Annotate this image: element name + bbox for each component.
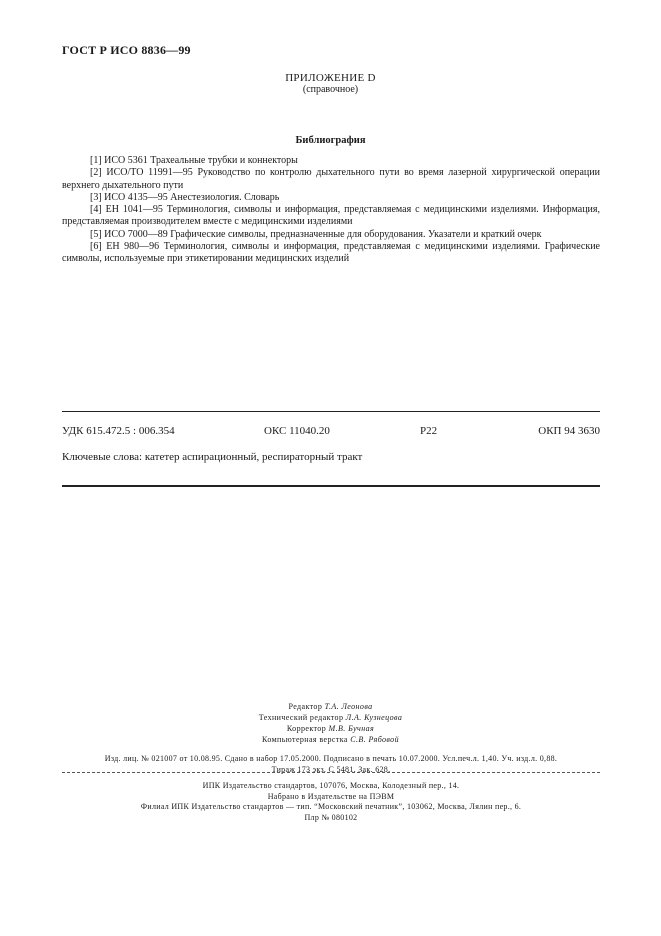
imprint-line: Филиал ИПК Издательство стандартов — тип. “Московский печатник”, 103062, Москва, Лялин пер., 6. — [140, 802, 522, 811]
udk-code: УДК 615.472.5 : 006.354 — [62, 425, 175, 437]
credit-layout — [0, 734, 661, 745]
credit-name: Т.А. Леонова — [324, 702, 373, 711]
credit-label: Корректор — [286, 724, 327, 733]
standard-header: ГОСТ Р ИСО 8836—99 — [62, 43, 191, 57]
bibliography-item: [3] ИСО 4135—95 Анестезиология. Словарь — [90, 191, 280, 203]
top-divider — [62, 411, 600, 412]
imprint-line: Изд. лиц. № 021007 от 10.08.95. Сдано в набор 17.05.2000. Подписано в печать 10.07.2000. Усл.печ.л. 1,40. Уч. изд.л. 0,88. — [104, 754, 558, 763]
bibliography-list — [62, 155, 600, 266]
dashed-divider — [62, 772, 600, 773]
imprint-line: Набрано в Издательстве на ПЭВМ — [267, 791, 395, 801]
imprint-bottom — [62, 781, 600, 823]
credit-corrector — [0, 723, 661, 734]
credit-label: Технический редактор — [258, 713, 344, 722]
credit-label: Компьютерная верстка — [262, 735, 348, 744]
credit-name: Л.А. Кузнецова — [345, 713, 403, 722]
imprint-line: Тираж 173 экз. С 5481. Зак. 628. — [271, 764, 391, 774]
keywords: Ключевые слова: катетер аспирационный, респираторный тракт — [62, 451, 363, 463]
imprint-line: Плр № 080102 — [304, 812, 358, 822]
imprint-line: ИПК Издательство стандартов, 107076, Москва, Колодезный пер., 14. — [202, 781, 460, 790]
bibliography-title: Библиография — [295, 135, 366, 146]
appendix-subtitle: (справочное) — [302, 84, 359, 95]
credits-block — [0, 701, 661, 745]
bibliography-item: [5] ИСО 7000—89 Графические символы, предназначенные для оборудования. Указатели и краткий очерк — [90, 228, 542, 240]
bibliography-item: [1] ИСО 5361 Трахеальные трубки и коннекторы — [90, 155, 298, 166]
r-code: Р22 — [420, 425, 438, 437]
credit-name: М.В. Бучная — [328, 724, 375, 733]
appendix-title: ПРИЛОЖЕНИЕ D — [285, 72, 376, 84]
credit-editor — [0, 701, 661, 712]
bottom-divider — [62, 485, 600, 487]
credit-label: Редактор — [288, 702, 323, 711]
credit-tech-editor — [0, 712, 661, 723]
bibliography-item: [2] ИСО/ТО 11991—95 Руководство по контролю дыхательного пути во время лазерной хирургической операции верхнего дыхательного пути — [62, 167, 600, 191]
bibliography-item: [4] ЕН 1041—95 Терминология, символы и информация, представляемая с медицинскими изделиями. Информация, представляемая производителем вместе с медицинскими изделиями — [62, 204, 600, 228]
credit-name: С.В. Рябовой — [350, 735, 399, 744]
okp-code: ОКП 94 3630 — [538, 425, 600, 437]
oks-code: ОКС 11040.20 — [264, 425, 330, 437]
bibliography-item: [6] ЕН 980—96 Терминология, символы и информация, представляемая с медицинскими изделиями. Графические символы, используемые при этикетировании медицинских изделий — [62, 241, 600, 265]
